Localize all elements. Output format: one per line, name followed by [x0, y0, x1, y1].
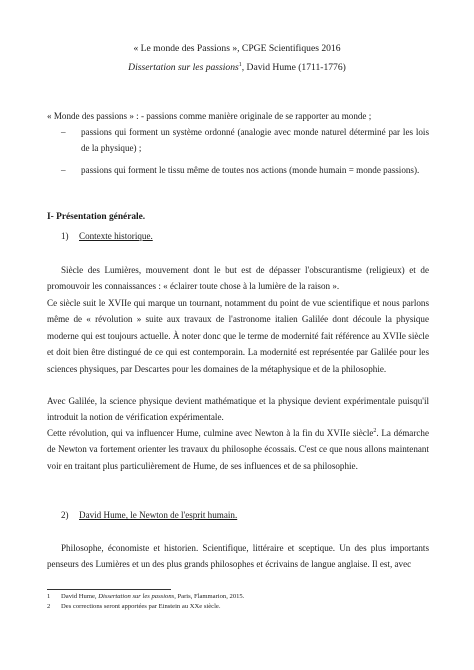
document-title: « Le monde des Passions », CPGE Scientifiques 2016 [133, 43, 341, 54]
subsection-heading [61, 230, 153, 242]
footnote [47, 592, 244, 601]
subsection-label: Contexte historique. [79, 231, 153, 241]
paragraph: Ce siècle suit le XVIIe qui marque un tournant, notamment du point de vue scientifique et nous parlons même de « révolution » suite aux travaux de l'astronome italien Galilée dont découle la physique moderne qui est toujours actuelle. À noter donc que le terme de modernité fait référence au XVIIe siècle et doit bien être distingué de ce qui est contemporain. La modernité est représentée par Galilée pour les sciences physiques, par Descartes pour les domaines de la métaphysique et de la philosophie. [47, 298, 429, 374]
bullet-text: passions qui forment le tissu même de toutes nos actions (monde humain = monde passions). [81, 165, 420, 175]
footnote-text: Des corrections seront apportées par Einstein au XXe siècle. [61, 603, 221, 610]
paragraph: Siècle des Lumières, mouvement dont le but est de dépasser l'obscurantisme (religieux) et de promouvoir les connaissances : « éclairer toute chose à la lumière de la raison ». [47, 265, 429, 292]
intro-text: « Monde des passions » : - passions comme manière originale de se rapporter au monde ; [47, 111, 372, 121]
footnote-separator [47, 589, 171, 590]
bullet-dash: – [61, 165, 66, 175]
subsection-heading [61, 509, 237, 521]
paragraph-part: Cette révolution, qui va influencer Hume, culmine avec Newton à la fin du XVIIe siècle [47, 428, 374, 438]
paragraph [47, 425, 429, 474]
section-heading: I- Présentation générale. [47, 212, 146, 222]
bullet-text: passions qui forment un système ordonné (analogie avec monde naturel déterminé par les lois de la physique) ; [81, 127, 429, 154]
subsection-number: 1) [61, 231, 69, 241]
paragraph: Philosophe, économiste et historien. Scientifique, littéraire et sceptique. Un des plus importants penseurs des Lumières et un des plus grands philosophes et écrivains de langue anglaise. Il est, avec [47, 543, 429, 570]
footnote-ref-2: 2 [373, 427, 377, 434]
footnote-ref-1: 1 [238, 61, 242, 68]
paragraph: Avec Galilée, la science physique devient mathématique et la physique devient expérimentale puisqu'il introduit la notion de vérification expérimentale. [47, 396, 429, 423]
footnote-number: 2 [47, 603, 51, 610]
subsection-number: 2) [61, 510, 69, 520]
subsection-label: David Hume, le Newton de l'esprit humain. [79, 510, 238, 520]
footnote-number: 1 [47, 593, 51, 600]
footnote-text: David Hume, [61, 593, 99, 600]
bullet-dash: – [61, 127, 66, 137]
document-subtitle [0, 62, 474, 74]
subtitle-rest: , David Hume (1711-1776) [241, 62, 346, 73]
footnote [47, 602, 220, 611]
subtitle-italic: Dissertation sur les passions [128, 62, 239, 73]
paragraph-part: . La démarche de Newton va fortement orienter les travaux du philosophe écossais. C'est ce que nous allons maintenant voir en traitant plus particulièrement de Hume, de ses influences et de sa philosophie. [47, 428, 429, 471]
footnote-text: , Paris, Flammarion, 2015. [174, 593, 245, 600]
footnote-italic: Dissertation sur les passions [98, 593, 175, 600]
